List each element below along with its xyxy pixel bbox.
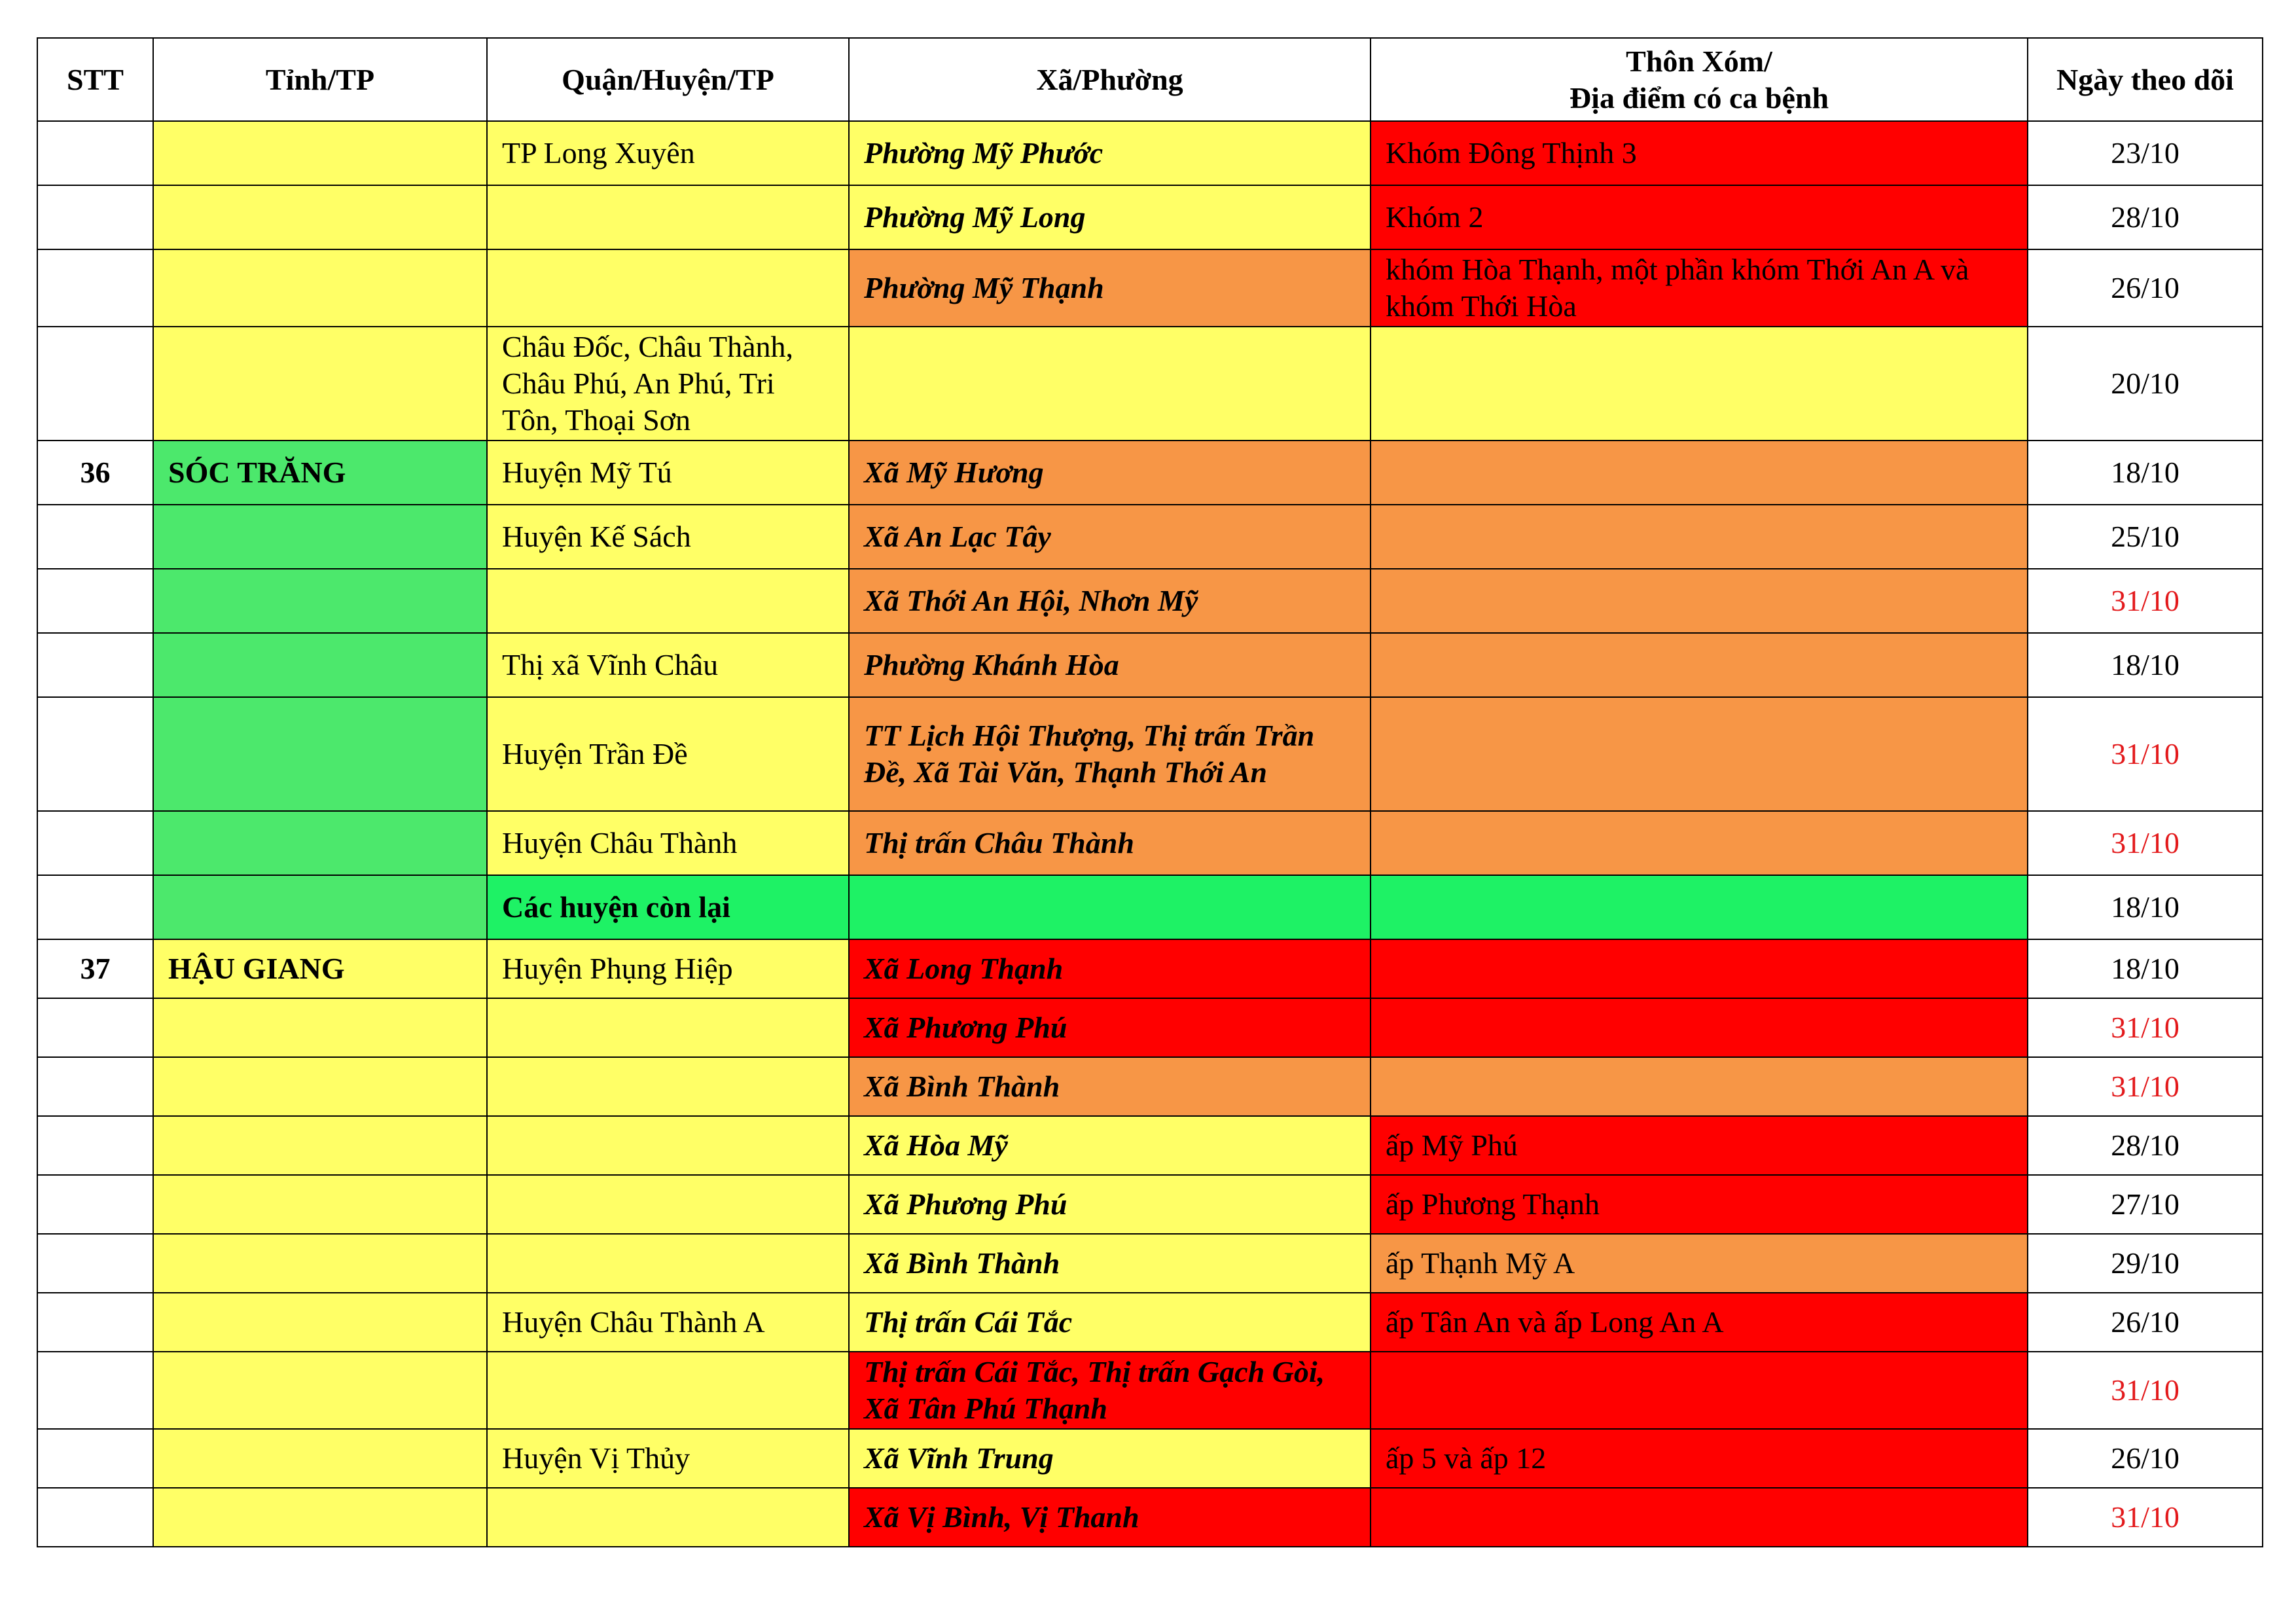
cell-district [487,998,849,1057]
cell-province: HẬU GIANG [153,939,487,998]
cell-date: 18/10 [2028,633,2263,697]
cell-province [153,811,487,875]
cell-province [153,249,487,327]
cell-stt [37,1429,153,1488]
cell-district [487,1175,849,1234]
cell-ward: Xã Mỹ Hương [849,441,1371,505]
table-row [37,1429,2263,1488]
cell-province [153,1234,487,1293]
table-row [37,327,2263,441]
cell-ward: TT Lịch Hội Thượng, Thị trấn Trần Đề, Xã Tài Văn, Thạnh Thới An [849,697,1371,811]
cell-district [487,185,849,249]
table-row [37,185,2263,249]
header-ward: Xã/Phường [849,38,1371,121]
cell-province [153,1057,487,1116]
cell-date: 18/10 [2028,441,2263,505]
cell-stt [37,1116,153,1175]
table-row [37,569,2263,633]
cell-stt [37,1352,153,1429]
cell-hamlet: Khóm Đông Thịnh 3 [1371,121,2028,185]
cell-date: 28/10 [2028,185,2263,249]
cell-ward: Xã Phương Phú [849,1175,1371,1234]
table-row [37,998,2263,1057]
cell-hamlet [1371,998,2028,1057]
cell-hamlet: Khóm 2 [1371,185,2028,249]
cell-date: 31/10 [2028,697,2263,811]
header-hamlet [1371,38,2028,121]
cell-province [153,998,487,1057]
cell-stt [37,998,153,1057]
cell-ward [849,875,1371,939]
table-row [37,441,2263,505]
cell-province [153,1293,487,1352]
cell-hamlet [1371,327,2028,441]
cell-hamlet [1371,441,2028,505]
header-hamlet-line2: Địa điểm có ca bệnh [1569,81,1829,115]
cell-ward: Thị trấn Cái Tắc, Thị trấn Gạch Gòi, Xã Tân Phú Thạnh [849,1352,1371,1429]
cell-stt [37,185,153,249]
cell-district [487,1116,849,1175]
cell-date: 18/10 [2028,875,2263,939]
cell-ward: Xã Thới An Hội, Nhơn Mỹ [849,569,1371,633]
cell-date: 25/10 [2028,505,2263,569]
cell-district: Huyện Châu Thành A [487,1293,849,1352]
cell-date: 31/10 [2028,1057,2263,1116]
cell-hamlet [1371,697,2028,811]
cell-date: 27/10 [2028,1175,2263,1234]
cell-province [153,1116,487,1175]
cell-ward: Phường Mỹ Long [849,185,1371,249]
cell-province [153,327,487,441]
cell-date: 26/10 [2028,1429,2263,1488]
cell-ward: Phường Khánh Hòa [849,633,1371,697]
cell-stt [37,633,153,697]
cell-hamlet [1371,875,2028,939]
cell-date: 28/10 [2028,1116,2263,1175]
table-row [37,1234,2263,1293]
cell-ward: Phường Mỹ Phước [849,121,1371,185]
cell-hamlet: ấp Phương Thạnh [1371,1175,2028,1234]
cell-district [487,1352,849,1429]
cell-province [153,569,487,633]
cell-hamlet: khóm Hòa Thạnh, một phần khóm Thới An A và khóm Thới Hòa [1371,249,2028,327]
cell-district: Huyện Vị Thủy [487,1429,849,1488]
cell-stt [37,505,153,569]
cell-date: 23/10 [2028,121,2263,185]
cell-stt [37,811,153,875]
covid-tracking-table [37,37,2263,1547]
cell-stt [37,121,153,185]
table-row [37,505,2263,569]
cell-stt: 36 [37,441,153,505]
cell-district: Huyện Châu Thành [487,811,849,875]
cell-hamlet [1371,939,2028,998]
cell-date: 31/10 [2028,569,2263,633]
cell-district: Châu Đốc, Châu Thành, Châu Phú, An Phú, Tri Tôn, Thoại Sơn [487,327,849,441]
cell-stt [37,1057,153,1116]
cell-ward: Xã Phương Phú [849,998,1371,1057]
cell-district: TP Long Xuyên [487,121,849,185]
cell-province [153,633,487,697]
cell-date: 29/10 [2028,1234,2263,1293]
cell-ward: Phường Mỹ Thạnh [849,249,1371,327]
cell-district [487,569,849,633]
cell-province [153,121,487,185]
cell-stt [37,249,153,327]
table-row [37,121,2263,185]
cell-ward: Xã Long Thạnh [849,939,1371,998]
table-row [37,811,2263,875]
header-date: Ngày theo dõi [2028,38,2263,121]
header-province: Tỉnh/TP [153,38,487,121]
cell-hamlet [1371,811,2028,875]
cell-ward: Xã Bình Thành [849,1234,1371,1293]
cell-hamlet: ấp Mỹ Phú [1371,1116,2028,1175]
table-row [37,1352,2263,1429]
cell-province [153,1429,487,1488]
table-row [37,697,2263,811]
cell-date: 31/10 [2028,1352,2263,1429]
cell-stt [37,569,153,633]
cell-district: Huyện Trần Đề [487,697,849,811]
cell-hamlet [1371,505,2028,569]
cell-stt [37,697,153,811]
cell-province [153,697,487,811]
cell-stt [37,327,153,441]
cell-date: 31/10 [2028,811,2263,875]
table-body [37,121,2263,1547]
cell-date: 26/10 [2028,1293,2263,1352]
cell-date: 31/10 [2028,998,2263,1057]
cell-stt: 37 [37,939,153,998]
cell-hamlet: ấp Tân An và ấp Long An A [1371,1293,2028,1352]
cell-hamlet [1371,633,2028,697]
cell-ward: Xã Vị Bình, Vị Thanh [849,1488,1371,1547]
header-district: Quận/Huyện/TP [487,38,849,121]
cell-district: Thị xã Vĩnh Châu [487,633,849,697]
cell-ward: Xã Vĩnh Trung [849,1429,1371,1488]
cell-date: 31/10 [2028,1488,2263,1547]
table-row [37,1488,2263,1547]
cell-district [487,249,849,327]
cell-stt [37,1488,153,1547]
cell-ward: Xã Hòa Mỹ [849,1116,1371,1175]
cell-ward: Thị trấn Cái Tắc [849,1293,1371,1352]
cell-hamlet: ấp 5 và ấp 12 [1371,1429,2028,1488]
cell-province [153,1488,487,1547]
cell-district: Huyện Mỹ Tú [487,441,849,505]
table-row [37,1175,2263,1234]
cell-province [153,185,487,249]
header-hamlet-line1: Thôn Xóm/ [1626,44,1772,78]
cell-district: Huyện Phụng Hiệp [487,939,849,998]
cell-date: 26/10 [2028,249,2263,327]
table-row [37,1057,2263,1116]
cell-stt [37,1175,153,1234]
table-row [37,1116,2263,1175]
cell-province [153,875,487,939]
table-row [37,1293,2263,1352]
table-row [37,939,2263,998]
cell-stt [37,1234,153,1293]
cell-stt [37,875,153,939]
cell-date: 20/10 [2028,327,2263,441]
cell-district [487,1488,849,1547]
cell-province [153,1352,487,1429]
cell-province [153,1175,487,1234]
cell-district [487,1234,849,1293]
cell-ward [849,327,1371,441]
header-row [37,38,2263,121]
cell-ward: Xã An Lạc Tây [849,505,1371,569]
cell-ward: Thị trấn Châu Thành [849,811,1371,875]
cell-hamlet [1371,569,2028,633]
cell-hamlet [1371,1057,2028,1116]
cell-district: Huyện Kế Sách [487,505,849,569]
cell-hamlet [1371,1488,2028,1547]
cell-district: Các huyện còn lại [487,875,849,939]
cell-district [487,1057,849,1116]
header-stt: STT [37,38,153,121]
cell-province: SÓC TRĂNG [153,441,487,505]
cell-hamlet: ấp Thạnh Mỹ A [1371,1234,2028,1293]
cell-date: 18/10 [2028,939,2263,998]
table-row [37,249,2263,327]
cell-ward: Xã Bình Thành [849,1057,1371,1116]
cell-stt [37,1293,153,1352]
cell-hamlet [1371,1352,2028,1429]
cell-province [153,505,487,569]
table-row [37,633,2263,697]
table-row [37,875,2263,939]
